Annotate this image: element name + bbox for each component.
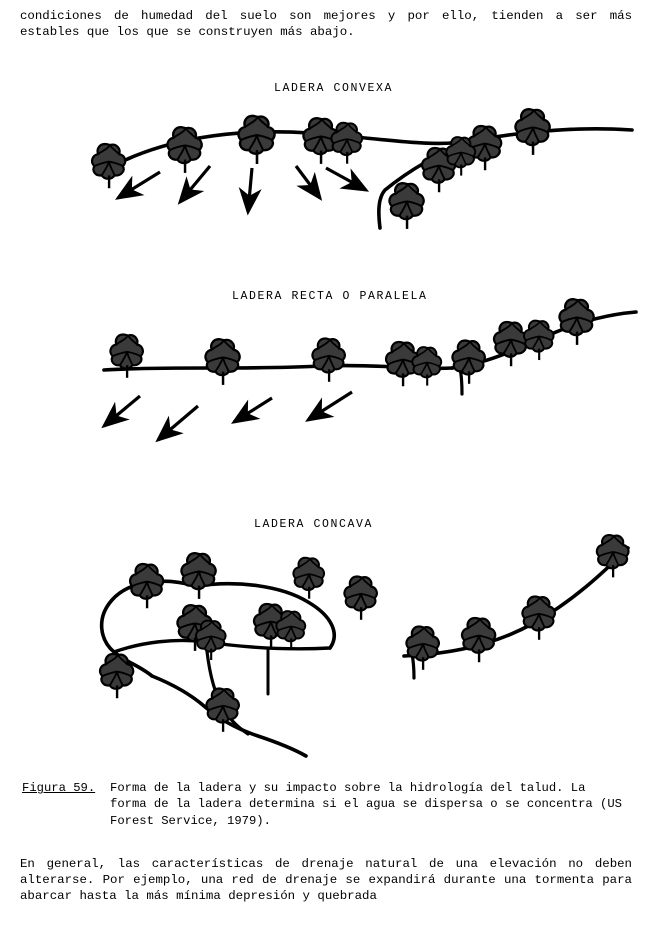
figure-caption — [22, 780, 622, 829]
panel-recta — [104, 299, 636, 440]
figure-caption-text: Forma de la ladera y su impacto sobre la hidrología del talud. La forma de la ladera determina si el agua se dispersa o se concentra (US Forest Service, 1979). — [110, 781, 622, 828]
figure-panel-title-recta: LADERA RECTA O PARALELA — [232, 290, 428, 303]
figure-label: Figura 59. — [22, 781, 96, 795]
top-paragraph: condiciones de humedad del suelo son mejores y por ello, tienden a ser más estables que los que se construyen más abajo. — [20, 9, 632, 39]
figure-panel-title-concava: LADERA CONCAVA — [254, 518, 374, 531]
panel-convexa — [92, 109, 632, 229]
panel-concava — [100, 535, 629, 756]
bottom-paragraph: En general, las características de drenaje natural de una elevación no deben alterarse. Por ejemplo, una red de drenaje se expandirá durante una tormenta para abarcar hasta la más mínima depresión y quebrada — [20, 857, 632, 903]
figure-panel-title-convexa: LADERA CONVEXA — [274, 82, 394, 95]
